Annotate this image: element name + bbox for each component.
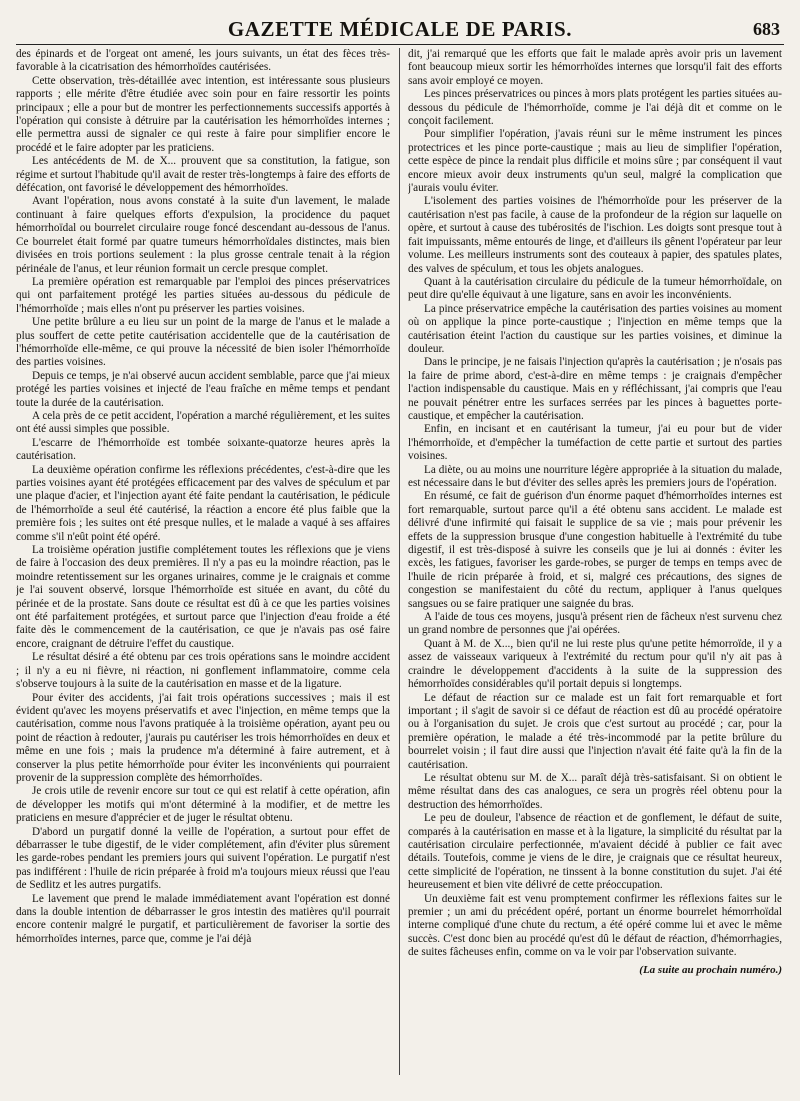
paragraph: Depuis ce temps, je n'ai observé aucun accident semblable, parce que j'ai mieux protégé les parties voisines et injecté de l'eau fraîche en même temps et pendant toute la durée de la cautérisation. [16, 369, 390, 409]
paragraph: Cette observation, très-détaillée avec intention, est intéressante sous plusieurs rapports ; elle mérite d'être étudiée avec soin pour en faire ressortir les points principaux ; elle a pour but de montrer les perfectionnements successifs apportés à l'opération qui consiste à détruire par la cautérisation les hémorrhoïdes internes ; elle permettra aussi de signaler ce qui reste à faire pour simplifier encore le procédé et le faire adopter par les praticiens. [16, 74, 390, 154]
paragraph: Quant à M. de X..., bien qu'il ne lui reste plus qu'une petite hémorroïde, il y a assez de vaisseaux variqueux à l'extrémité du rectum pour qu'il n'y ait pas à craindre le développement d'accidents à la suite de la suppression des hémorrhoïdes considérables qu'il portait depuis si longtemps. [408, 637, 782, 691]
paragraph: A cela près de ce petit accident, l'opération a marché régulièrement, et les suites ont été aussi simples que possible. [16, 409, 390, 436]
paragraph: Le résultat obtenu sur M. de X... paraît déjà très-satisfaisant. Si on obtient le même résultat dans des cas analogues, ce sera un progrès réel obtenu pour la destruction des hémorrhoïdes. [408, 771, 782, 811]
article-columns [16, 48, 784, 1091]
right-column [408, 48, 782, 1091]
page-header [16, 14, 784, 45]
paragraph: Enfin, en incisant et en cautérisant la tumeur, j'ai eu pour but de vider l'hémorrhoïde, et d'empêcher la tuméfaction de cette partie et surtout des parties voisines. [408, 423, 782, 463]
paragraph: Une petite brûlure a eu lieu sur un point de la marge de l'anus et le malade a plus souffert de cette petite cautérisation accidentelle que de la cautérisation de l'hémorrhoïde elle-même, ce qui prouve la nécessité de bien isoler l'hémorrhoïde des parties voisines. [16, 316, 390, 369]
paragraph: Le peu de douleur, l'absence de réaction et de gonflement, le défaut de suite, comparés à la cautérisation en masse et à la ligature, la simplicité du résultat par la cautérisation circulaire perfectionnée, m'avaient décidé à publier ce fait avec détails. Toutefois, comme je viens de le dire, je craignais que ce résultat heureux, cette simplicité de l'opération, ne tinssent à la bonne constitution du sujet. J'ai été heureusement et bien vite délivré de cette préoccupation. [408, 812, 782, 892]
paragraph: L'escarre de l'hémorrhoïde est tombée soixante-quatorze heures après la cautérisation. [16, 436, 390, 463]
paragraph: L'isolement des parties voisines de l'hémorrhoïde pour les préserver de la cautérisation n'est pas facile, à cause de la profondeur de la région sur laquelle on opère, et surtout à cause des tubérosités de l'ischion. Les doigts sont presque tout à fait impuissants, même entourés de linge, et d'ailleurs ils gênent l'opérateur par leur volume. Les meilleurs instruments sont des couteaux à papier, des spatules plates, des valves de spéculum, et tous les objets analogues. [408, 195, 782, 275]
paragraph: Le défaut de réaction sur ce malade est un fait fort remarquable et fort important ; il s'agit de savoir si ce défaut de réaction est dû au procédé opératoire ou à l'organisation du sujet. Je crois que c'est surtout au procédé ; car, pour la première opération, le malade a été très-incommodé par la petite brûlure du bourrelet voisin ; il faut dire aussi que l'injection n'avait été faite qu'à la fin de la cautérisation. [408, 691, 782, 771]
paragraph: Dans le principe, je ne faisais l'injection qu'après la cautérisation ; je n'osais pas la faire de prime abord, c'est-à-dire en même temps : je craignais d'empêcher l'action indispensable du caustique. Mais en y réfléchissant, j'ai compris que l'eau ne pouvait pénétrer entre les surfaces serrées par les pinces à baguettes porte-caustique, et empêcher la cautérisation. [408, 356, 782, 422]
paragraph: Pour simplifier l'opération, j'avais réuni sur le même instrument les pinces protectrices et les pince porte-caustique ; mais au lieu de simplifier l'opération, cette espèce de pince la rendait plus difficile et moins sûre ; par conséquent il vaut encore mieux avoir deux instruments qu'un seul, malgré la complication que j'aurais voulu éviter. [408, 128, 782, 195]
paragraph: des épinards et de l'orgeat ont amené, les jours suivants, un état des fèces très-favorable à la cicatrisation des hémorrhoïdes cautérisées. [16, 48, 390, 74]
paragraph: La deuxième opération confirme les réflexions précédentes, c'est-à-dire que les parties voisines ayant été protégées efficacement par des valves de spéculum et par une plaque d'acier, et l'injection ayant été faite pendant la cautérisation, le pédicule de l'hémorrhoïde a seul été cautérisé, la réaction a encore été plus faible que la première fois ; les suites ont été presque nulles, et le malade a vaqué à ses affaires comme s'il n'eût point été opéré. [16, 463, 390, 543]
paragraph: dit, j'ai remarqué que les efforts que fait le malade après avoir pris un lavement font beaucoup mieux sortir les hémorrhoïdes internes que lorsqu'il fait des efforts sans avoir employé ce moyen. [408, 48, 782, 87]
paragraph: Je crois utile de revenir encore sur tout ce qui est relatif à cette opération, afin de développer les motifs qui m'ont déterminé à la modifier, et de mettre les praticiens en mesure d'apprécier et de juger le résultat obtenu. [16, 785, 390, 825]
paragraph: La diète, ou au moins une nourriture légère appropriée à la situation du malade, est nécessaire dans le but d'éviter des selles après les premiers jours de l'opération. [408, 463, 782, 489]
paragraph: En résumé, ce fait de guérison d'un énorme paquet d'hémorrhoïdes internes est fort remarquable, surtout parce qu'il a été obtenu sans accident. Le malade est délivré d'une infirmité qui faisait le supplice de sa vie ; mais pour prévenir les effets de la suppression brusque d'une congestion habituelle à l'extrémité du tube digestif, il est très-disposé à suivre les conseils que je lui ai donnés : éviter les excès, les fatigues, favoriser les garde-robes, se purger de temps en temps avec de l'huile de ricin préparée à froid, et si, malgré ces précautions, des signes de congestion se manifestaient du côté du rectum, appliquer à l'anus quelques sangsues ou se faire pratiquer une saignée du bras. [408, 490, 782, 610]
paragraph: D'abord un purgatif donné la veille de l'opération, a surtout pour effet de débarrasser le tube digestif, de le vider complétement, afin d'éviter plus sûrement les garde-robes pendant les premiers jours qui suivent l'opération. Le purgatif n'est pas indifférent : l'huile de ricin préparée à froid m'a toujours mieux réussi que l'eau de Sedlitz et les autres purgatifs. [16, 825, 390, 892]
column-divider [399, 48, 400, 1075]
page-number: 683 [753, 19, 780, 39]
paragraph: A l'aide de tous ces moyens, jusqu'à présent rien de fâcheux n'est survenu chez un grand nombre de personnes que j'ai opérées. [408, 611, 782, 637]
paragraph: Les pinces préservatrices ou pinces à mors plats protégent les parties situées au-dessous du pédicule de l'hémorrhoïde, comme je l'ai déjà dit et comme on le conçoit facilement. [408, 88, 782, 128]
paragraph: Avant l'opération, nous avons constaté à la suite d'un lavement, le malade continuant à faire quelques efforts d'expulsion, la procidence du paquet hémorrhoïdal ou bourrelet circulaire rouge foncé descendant au-dessous de l'anus. Ce bourrelet était formé par quatre tumeurs hémorrhoïdales distinctes, mais bien divisées en trois portions seulement : la plus grosse centrale tenait à la région périnéale de l'anus, et leur réunion formait un cercle presque complet. [16, 195, 390, 275]
paragraph: La pince préservatrice empêche la cautérisation des parties voisines au moment où on applique la pince porte-caustique ; l'injection en même temps que la cautérisation éteint l'action du caustique sur les parties voisines, et diminue la douleur. [408, 302, 782, 355]
paragraph: Le résultat désiré a été obtenu par ces trois opérations sans le moindre accident ; il n'y a eu ni fièvre, ni réaction, ni gonflement inflammatoire, comme cela s'observe toujours à la suite de la cautérisation en masse et de la ligature. [16, 651, 390, 691]
paragraph: Un deuxième fait est venu promptement confirmer les réflexions faites sur le premier ; un ami du précédent opéré, portant un énorme bourrelet hémorrhoïdal interne compliqué d'une chute du rectum, a été opéré comme lui et avec le même succès. C'est donc bien au procédé qu'est dû le défaut de réaction, d'hémorrhagies, de suites fâcheuses enfin, comme on va le voir par l'observation suivante. [408, 892, 782, 959]
continuation-note: (La suite au prochain numéro.) [639, 963, 782, 976]
paragraph: La troisième opération justifie complétement toutes les réflexions que je viens de faire à l'occasion des deux premières. Il n'y a pas eu la moindre réaction, pas le moindre retentissement sur les organes urinaires, comme je le craignais et comme je l'ai souvent observé, lorsque l'hémorrhoïde est située en avant, du côté du périnée et de la prostate. Sans doute ce résultat est dû à ce que les parties voisines ont été parfaitement protégées, et surtout parce que l'injection d'eau froide a été faite dès le commencement de la cautérisation, ce que je n'avais pas osé faire encore, craignant de détruire l'effet du caustique. [16, 544, 390, 650]
paragraph: La première opération est remarquable par l'emploi des pinces préservatrices qui ont parfaitement protégé les parties situées au-dessous du pédicule de l'hémorrhoïde ; mais elles n'ont pu préserver les parties voisines. [16, 275, 390, 315]
paragraph: Les antécédents de M. de X... prouvent que sa constitution, la fatigue, son régime et surtout l'habitude qu'il avait de rester très-longtemps à faire des efforts de défécation, ont favorisé le développement des hémorrhoïdes. [16, 155, 390, 195]
publication-title: GAZETTE MÉDICALE DE PARIS. [227, 17, 573, 41]
paragraph: Pour éviter des accidents, j'ai fait trois opérations successives ; mais il est évident qu'avec les moyens préservatifs et avec l'injection, en même temps que la cautérisation, comme nous l'avons pratiquée à la troisième opération, ayant peu ou point de réaction à redouter, j'aurais pu cautériser les trois hémorrhoïdes en deux et même en une fois ; mais la prudence m'a déterminé à faire autrement, et à conserver la plus petite hémorrhoïde pour éviter les inconvénients qui pourraient provenir de la suppression complète des hémorrhoïdes. [16, 691, 390, 784]
left-column [16, 48, 390, 1091]
paragraph: Quant à la cautérisation circulaire du pédicule de la tumeur hémorrhoïdale, on peut dire qu'elle équivaut à une ligature, sans en avoir les inconvénients. [408, 275, 782, 302]
paragraph: Le lavement que prend le malade immédiatement avant l'opération est donné dans la double intention de débarrasser le gros intestin des matières qu'il pourrait encore contenir malgré le purgatif, et particulièrement de favoriser la sortie des hémorrhoïdes internes, parce que, comme je l'ai déjà [16, 892, 390, 945]
